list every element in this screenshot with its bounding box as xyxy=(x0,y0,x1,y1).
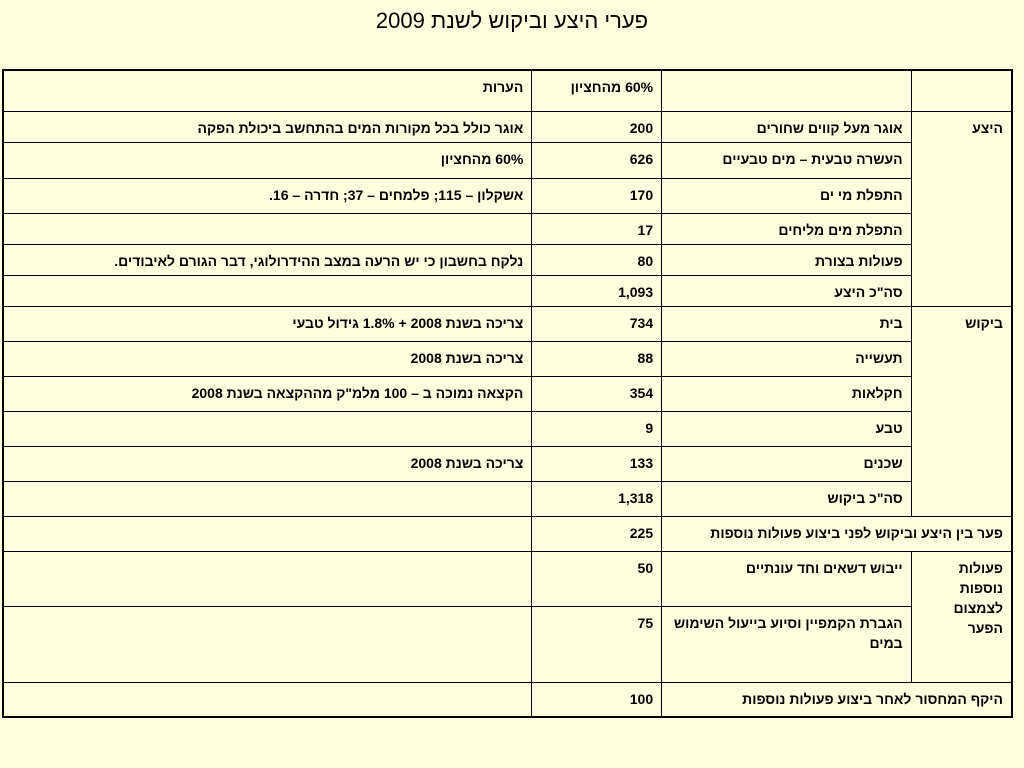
gap-after-row xyxy=(3,682,1012,717)
row-note: אוגר כולל בכל מקורות המים בהתחשב ביכולת הפקה xyxy=(3,111,532,142)
row-item: טבע xyxy=(662,411,911,446)
gap-after-value: 100 xyxy=(532,682,662,717)
header-row xyxy=(3,70,1012,111)
table-row xyxy=(3,411,1012,446)
row-value: 88 xyxy=(532,341,662,376)
supply-demand-table xyxy=(2,69,1013,718)
row-item: שכנים xyxy=(662,446,911,481)
header-value: 60% מהחציון xyxy=(532,70,662,111)
row-item: אוגר מעל קווים שחורים xyxy=(662,111,911,142)
table-row xyxy=(3,275,1012,306)
row-value: 354 xyxy=(532,376,662,411)
row-value: 50 xyxy=(532,551,662,606)
row-value: 200 xyxy=(532,111,662,142)
table-row xyxy=(3,376,1012,411)
table-row xyxy=(3,306,1012,341)
row-item: התפלת מים מליחים xyxy=(662,213,911,244)
table-row xyxy=(3,551,1012,606)
table-row xyxy=(3,341,1012,376)
row-note xyxy=(3,275,532,306)
table-row xyxy=(3,178,1012,213)
supply-category: היצע xyxy=(911,111,1012,306)
page-title: פערי היצע וביקוש לשנת 2009 xyxy=(375,8,649,33)
row-value: 170 xyxy=(532,178,662,213)
row-item: סה"כ ביקוש xyxy=(662,481,911,516)
row-value: 80 xyxy=(532,244,662,275)
row-item: חקלאות xyxy=(662,376,911,411)
demand-category: ביקוש xyxy=(911,306,1012,516)
row-value: 1,318 xyxy=(532,481,662,516)
table-row xyxy=(3,606,1012,682)
gap-after-note xyxy=(3,682,532,717)
row-value: 9 xyxy=(532,411,662,446)
row-note: צריכה בשנת 2008 xyxy=(3,341,532,376)
row-note xyxy=(3,213,532,244)
row-note: נלקח בחשבון כי יש הרעה במצב ההידרולוגי, דבר הגורם לאיבודים. xyxy=(3,244,532,275)
header-category xyxy=(911,70,1012,111)
table-row xyxy=(3,142,1012,178)
gap-before-label: פער בין היצע וביקוש לפני ביצוע פעולות נוספות xyxy=(662,516,1012,551)
gap-before-row xyxy=(3,516,1012,551)
row-item: סה"כ היצע xyxy=(662,275,911,306)
row-note: 60% מהחציון xyxy=(3,142,532,178)
actions-category: פעולות נוספות לצמצום הפער xyxy=(911,551,1012,682)
gap-before-value: 225 xyxy=(532,516,662,551)
row-note xyxy=(3,606,532,682)
row-note: הקצאה נמוכה ב – 100 מלמ"ק מההקצאה בשנת 2008 xyxy=(3,376,532,411)
header-item xyxy=(662,70,911,111)
row-item: פעולות בצורת xyxy=(662,244,911,275)
row-note xyxy=(3,411,532,446)
row-item: תעשייה xyxy=(662,341,911,376)
row-item: ייבוש דשאים וחד עונתיים xyxy=(662,551,911,606)
row-item: בית xyxy=(662,306,911,341)
gap-after-label: היקף המחסור לאחר ביצוע פעולות נוספות xyxy=(662,682,1012,717)
row-item: הגברת הקמפיין וסיוע בייעול השימוש במים xyxy=(662,606,911,682)
row-item: העשרה טבעית – מים טבעיים xyxy=(662,142,911,178)
row-note xyxy=(3,481,532,516)
row-note: צריכה בשנת 2008 + 1.8% גידול טבעי xyxy=(3,306,532,341)
table-row xyxy=(3,244,1012,275)
table-row xyxy=(3,111,1012,142)
row-value: 1,093 xyxy=(532,275,662,306)
row-value: 626 xyxy=(532,142,662,178)
table-row xyxy=(3,481,1012,516)
row-value: 75 xyxy=(532,606,662,682)
row-value: 734 xyxy=(532,306,662,341)
row-item: התפלת מי ים xyxy=(662,178,911,213)
row-note xyxy=(3,551,532,606)
table-row xyxy=(3,213,1012,244)
row-note: אשקלון – 115; פלמחים – 37; חדרה – 16. xyxy=(3,178,532,213)
table-row xyxy=(3,446,1012,481)
gap-before-note xyxy=(3,516,532,551)
row-value: 133 xyxy=(532,446,662,481)
header-notes: הערות xyxy=(3,70,532,111)
row-value: 17 xyxy=(532,213,662,244)
row-note: צריכה בשנת 2008 xyxy=(3,446,532,481)
